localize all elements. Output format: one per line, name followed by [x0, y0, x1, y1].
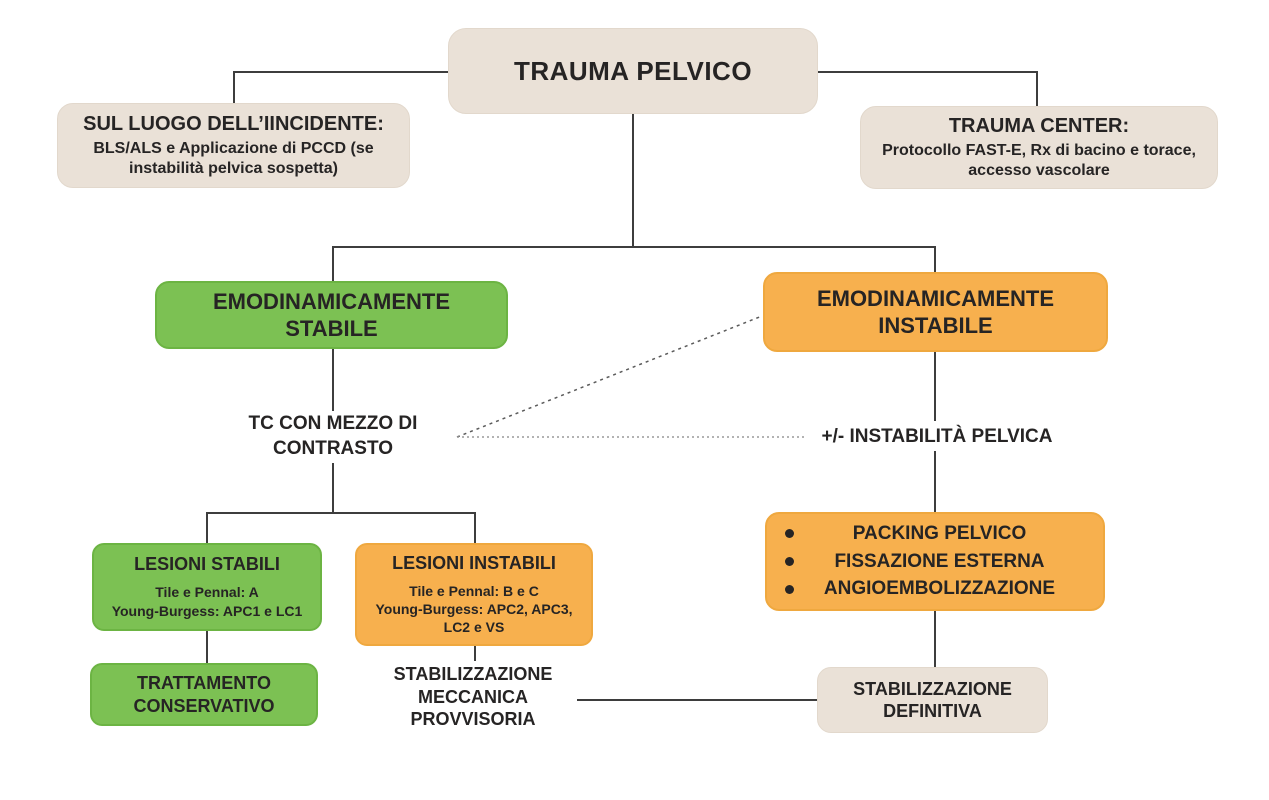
connector-root-to-sul-luogo: [234, 72, 448, 104]
node-emodinamicamente-instabile-label: EMODINAMICAMENTE INSTABILE: [816, 285, 1055, 338]
bullet-icon: [785, 529, 794, 538]
label-instabilita-pelvica: [812, 424, 1062, 451]
bullet-icon: [785, 557, 794, 566]
bullet-icon: [785, 585, 794, 594]
label-tc-contrasto-text: TC CON MEZZO DI CONTRASTO: [248, 413, 418, 459]
node-trattamento-conservativo-label: TRATTAMENTO CONSERVATIVO: [133, 673, 275, 716]
node-stabilizzazione-definitiva: [817, 667, 1048, 733]
label-instabilita-pelvica-text: +/- INSTABILITÀ PELVICA: [821, 426, 1053, 448]
connector-root-to-trauma-center: [818, 72, 1037, 107]
node-sul-luogo-title: SUL LUOGO DELL’IINCIDENTE:: [83, 112, 384, 135]
node-lesioni-instabili-line2: Young-Burgess: APC2, APC3, LC2 e VS: [375, 600, 573, 636]
packing-option-item: [767, 520, 1103, 548]
label-tc-contrasto: [233, 412, 433, 462]
packing-option-label: ANGIOEMBOLIZZAZIONE: [823, 578, 1056, 600]
connector-split-lesioni: [207, 513, 475, 543]
node-packing-options: [765, 512, 1105, 611]
node-lesioni-stabili-line1: Tile e Pennal: A: [155, 584, 259, 601]
node-trauma-pelvico: [448, 28, 818, 114]
packing-option-item: [767, 548, 1103, 576]
packing-option-item: [767, 575, 1103, 603]
packing-option-label: FISSAZIONE ESTERNA: [834, 550, 1045, 572]
node-trattamento-conservativo: [90, 663, 318, 726]
packing-option-label: PACKING PELVICO: [852, 523, 1027, 545]
node-lesioni-stabili-title: LESIONI STABILI: [134, 554, 280, 575]
label-stabilizzazione-meccanica: [378, 661, 568, 733]
node-trauma-center: [860, 106, 1218, 189]
node-trauma-center-title: TRAUMA CENTER:: [948, 114, 1130, 137]
node-stabilizzazione-definitiva-label: STABILIZZAZIONE DEFINITIVA: [853, 678, 1012, 721]
node-emodinamicamente-instabile: [763, 272, 1108, 352]
node-sul-luogo: [57, 103, 410, 188]
packing-options-list: [767, 520, 1103, 603]
node-trauma-center-body: Protocollo FAST-E, Rx di bacino e torace, accesso vascolare: [882, 141, 1196, 179]
node-sul-luogo-body: BLS/ALS e Applicazione di PCCD (se instabilità pelvica sospetta): [93, 139, 374, 177]
node-emodinamicamente-stabile-label: EMODINAMICAMENTE STABILE: [212, 288, 451, 341]
node-lesioni-stabili: [92, 543, 322, 631]
node-lesioni-instabili-line1: Tile e Pennal: B e C: [409, 582, 539, 599]
node-lesioni-stabili-line2: Young-Burgess: APC1 e LC1: [111, 602, 303, 619]
node-lesioni-instabili-title: LESIONI INSTABILI: [392, 552, 556, 573]
label-stabilizzazione-meccanica-text: STABILIZZAZIONE MECCANICA PROVVISORIA: [393, 664, 553, 730]
node-trauma-pelvico-label: TRAUMA PELVICO: [513, 55, 753, 86]
node-lesioni-instabili: [355, 543, 593, 646]
node-emodinamicamente-stabile: [155, 281, 508, 349]
